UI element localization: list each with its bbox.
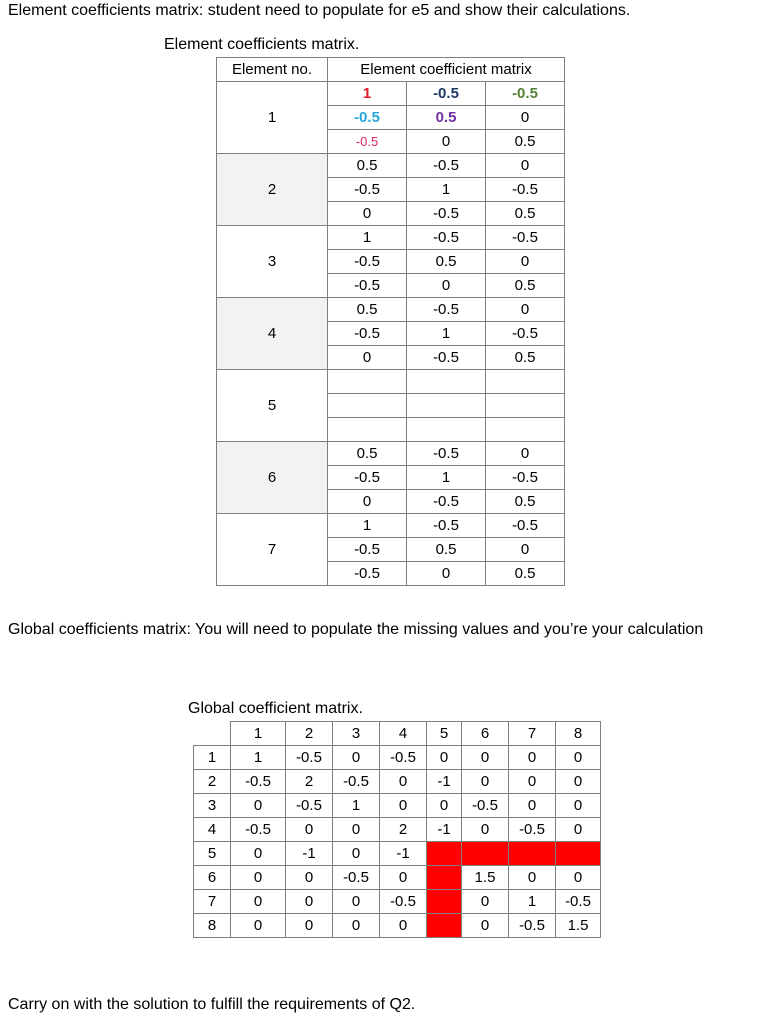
global-matrix-cell: 0 xyxy=(231,842,286,866)
element-matrix-blank-cell[interactable] xyxy=(486,370,565,394)
element-matrix-cell: 0 xyxy=(407,274,486,298)
global-matrix-cell: 1 xyxy=(231,746,286,770)
global-matrix-cell: -0.5 xyxy=(509,914,556,938)
global-matrix-cell: 0 xyxy=(462,746,509,770)
element-matrix-blank-cell[interactable] xyxy=(407,418,486,442)
element-matrix-cell: -0.5 xyxy=(328,178,407,202)
global-row-header: 2 xyxy=(194,770,231,794)
global-matrix-cell: 0 xyxy=(462,818,509,842)
element-matrix-cell: -0.5 xyxy=(328,250,407,274)
global-missing-cell[interactable] xyxy=(509,842,556,866)
global-matrix-cell: 0 xyxy=(462,770,509,794)
global-row-1 xyxy=(194,746,601,770)
global-matrix-caption: Global coefficient matrix. xyxy=(188,700,363,717)
global-col-header: 2 xyxy=(286,722,333,746)
global-matrix-cell: 0 xyxy=(380,866,427,890)
global-matrix-cell: 0 xyxy=(462,890,509,914)
global-matrix-cell: -0.5 xyxy=(231,770,286,794)
element-matrix-cell: 0 xyxy=(486,154,565,178)
element-matrix-cell: -0.5 xyxy=(328,274,407,298)
element-matrix-cell: 0.5 xyxy=(486,346,565,370)
global-matrix-cell: -1 xyxy=(427,770,462,794)
global-row-7 xyxy=(194,890,601,914)
global-matrix-cell: 0 xyxy=(509,866,556,890)
element-matrix-cell: -0.5 xyxy=(486,322,565,346)
element-matrix-cell: -0.5 xyxy=(328,130,407,154)
element-matrix-cell: 0.5 xyxy=(328,154,407,178)
global-row-header: 8 xyxy=(194,914,231,938)
global-missing-cell[interactable] xyxy=(462,842,509,866)
element-matrix-blank-cell[interactable] xyxy=(407,370,486,394)
global-row-4 xyxy=(194,818,601,842)
element-matrix-cell: 0 xyxy=(486,250,565,274)
element-matrix-cell: 1 xyxy=(328,226,407,250)
global-matrix-cell: 2 xyxy=(286,770,333,794)
element-matrix-cell: 0.5 xyxy=(486,202,565,226)
element-matrix-cell: 1 xyxy=(407,178,486,202)
element-matrix-cell: -0.5 xyxy=(407,82,486,106)
global-matrix-cell: -1 xyxy=(380,842,427,866)
element-matrix-cell: -0.5 xyxy=(328,466,407,490)
global-matrix-cell: 0 xyxy=(286,866,333,890)
element-matrix-cell: -0.5 xyxy=(486,514,565,538)
element-number: 4 xyxy=(217,298,328,370)
element-7-row-1 xyxy=(217,514,565,538)
element-matrix-cell: 0.5 xyxy=(407,250,486,274)
global-row-2 xyxy=(194,770,601,794)
global-matrix-cell: -0.5 xyxy=(286,746,333,770)
global-matrix-cell: -0.5 xyxy=(380,746,427,770)
element-number: 2 xyxy=(217,154,328,226)
global-matrix-cell: 0 xyxy=(556,746,601,770)
element-matrix-blank-cell[interactable] xyxy=(328,370,407,394)
header-element-no: Element no. xyxy=(217,58,328,82)
global-matrix-cell: 0 xyxy=(556,866,601,890)
global-matrix-cell: 0 xyxy=(231,794,286,818)
element-5-row-1 xyxy=(217,370,565,394)
element-matrix-cell: 0 xyxy=(328,490,407,514)
global-matrix-cell: 0 xyxy=(333,890,380,914)
global-matrix-cell: 0 xyxy=(286,818,333,842)
element-1-row-1 xyxy=(217,82,565,106)
element-matrix-cell: -0.5 xyxy=(407,154,486,178)
element-matrix-blank-cell[interactable] xyxy=(328,394,407,418)
global-corner-cell xyxy=(194,722,231,746)
global-missing-cell[interactable] xyxy=(427,842,462,866)
global-row-5 xyxy=(194,842,601,866)
element-matrix-cell: -0.5 xyxy=(328,562,407,586)
global-matrix-cell: 0 xyxy=(509,746,556,770)
global-row-header: 6 xyxy=(194,866,231,890)
global-col-header: 6 xyxy=(462,722,509,746)
global-matrix-cell: 0 xyxy=(286,914,333,938)
element-number: 7 xyxy=(217,514,328,586)
element-matrix-cell: 0 xyxy=(407,562,486,586)
element-matrix-cell: 1 xyxy=(328,514,407,538)
global-row-header: 3 xyxy=(194,794,231,818)
global-matrix-text: Global coefficients matrix: You will need to populate the missing values and you’re your calculation xyxy=(8,621,704,638)
global-matrix-cell: 0 xyxy=(380,794,427,818)
element-matrix-cell: -0.5 xyxy=(407,514,486,538)
global-matrix-cell: 1 xyxy=(333,794,380,818)
global-matrix-cell: -0.5 xyxy=(509,818,556,842)
element-matrix-cell: -0.5 xyxy=(486,82,565,106)
global-matrix-cell: -0.5 xyxy=(231,818,286,842)
global-matrix-cell: -0.5 xyxy=(333,866,380,890)
element-matrix-cell: -0.5 xyxy=(328,322,407,346)
element-matrix-cell: 1 xyxy=(407,322,486,346)
element-matrix-cell: -0.5 xyxy=(486,226,565,250)
element-2-row-1 xyxy=(217,154,565,178)
global-matrix-cell: 0 xyxy=(333,842,380,866)
element-matrix-cell: 1 xyxy=(407,466,486,490)
global-matrix-cell: -0.5 xyxy=(556,890,601,914)
element-matrix-cell: 0.5 xyxy=(486,274,565,298)
element-number: 5 xyxy=(217,370,328,442)
element-matrix-blank-cell[interactable] xyxy=(486,394,565,418)
global-matrix-cell: 1 xyxy=(509,890,556,914)
element-matrix-cell: -0.5 xyxy=(407,226,486,250)
element-matrix-cell: 0.5 xyxy=(328,442,407,466)
global-missing-cell[interactable] xyxy=(427,914,462,938)
global-col-header: 3 xyxy=(333,722,380,746)
element-matrix-cell: 1 xyxy=(328,82,407,106)
global-row-8 xyxy=(194,914,601,938)
global-matrix-cell: 1.5 xyxy=(462,866,509,890)
global-matrix-cell: 0 xyxy=(556,794,601,818)
element-matrix-cell: -0.5 xyxy=(407,298,486,322)
global-col-header: 8 xyxy=(556,722,601,746)
element-matrix-cell: -0.5 xyxy=(328,106,407,130)
element-3-row-1 xyxy=(217,226,565,250)
global-matrix-cell: 0 xyxy=(231,914,286,938)
element-matrix-cell: 0 xyxy=(486,538,565,562)
element-matrix-cell: -0.5 xyxy=(328,538,407,562)
element-matrix-caption: Element coefficients matrix. xyxy=(164,36,360,53)
global-row-header: 4 xyxy=(194,818,231,842)
element-matrix-blank-cell[interactable] xyxy=(407,394,486,418)
global-matrix-cell: -1 xyxy=(427,818,462,842)
element-matrix-cell: -0.5 xyxy=(407,442,486,466)
element-coefficients-table xyxy=(216,57,565,586)
global-matrix-cell: 0 xyxy=(462,914,509,938)
global-matrix-cell: 0 xyxy=(380,914,427,938)
element-6-row-1 xyxy=(217,442,565,466)
global-row-header: 5 xyxy=(194,842,231,866)
global-col-header: 1 xyxy=(231,722,286,746)
element-table-header xyxy=(217,58,565,82)
global-row-header: 1 xyxy=(194,746,231,770)
element-matrix-cell: 0 xyxy=(328,202,407,226)
global-matrix-cell: -0.5 xyxy=(380,890,427,914)
element-matrix-cell: -0.5 xyxy=(486,466,565,490)
element-matrix-cell: 0 xyxy=(328,346,407,370)
global-row-header: 7 xyxy=(194,890,231,914)
global-col-header: 5 xyxy=(427,722,462,746)
global-missing-cell[interactable] xyxy=(556,842,601,866)
global-coefficients-table xyxy=(193,721,601,938)
intro-text: Element coefficients matrix: student need to populate for e5 and show their calculations. xyxy=(8,2,631,19)
global-matrix-cell: 2 xyxy=(380,818,427,842)
global-matrix-cell: 0 xyxy=(427,794,462,818)
global-matrix-cell: 0 xyxy=(333,818,380,842)
global-col-header: 4 xyxy=(380,722,427,746)
element-matrix-cell: 0.5 xyxy=(486,562,565,586)
global-header-row xyxy=(194,722,601,746)
element-matrix-cell: -0.5 xyxy=(486,178,565,202)
element-matrix-blank-cell[interactable] xyxy=(328,418,407,442)
global-matrix-cell: 0 xyxy=(333,746,380,770)
global-col-header: 7 xyxy=(509,722,556,746)
footer-text: Carry on with the solution to fulfill the requirements of Q2. xyxy=(8,996,416,1013)
global-matrix-cell: 0 xyxy=(509,770,556,794)
header-element-matrix: Element coefficient matrix xyxy=(328,58,565,82)
element-matrix-cell: -0.5 xyxy=(407,490,486,514)
global-row-3 xyxy=(194,794,601,818)
element-matrix-cell: 0.5 xyxy=(486,130,565,154)
global-matrix-cell: 0 xyxy=(231,866,286,890)
element-matrix-cell: -0.5 xyxy=(407,346,486,370)
global-matrix-cell: 0 xyxy=(427,746,462,770)
global-matrix-cell: 0 xyxy=(556,818,601,842)
element-matrix-cell: 0 xyxy=(407,130,486,154)
global-matrix-cell: 0 xyxy=(231,890,286,914)
global-matrix-cell: 0 xyxy=(380,770,427,794)
element-matrix-cell: -0.5 xyxy=(407,202,486,226)
element-matrix-blank-cell[interactable] xyxy=(486,418,565,442)
element-matrix-cell: 0.5 xyxy=(407,106,486,130)
element-4-row-1 xyxy=(217,298,565,322)
global-matrix-cell: 0 xyxy=(286,890,333,914)
global-matrix-cell: -1 xyxy=(286,842,333,866)
global-missing-cell[interactable] xyxy=(427,866,462,890)
element-matrix-cell: 0.5 xyxy=(328,298,407,322)
global-missing-cell[interactable] xyxy=(427,890,462,914)
element-matrix-cell: 0.5 xyxy=(407,538,486,562)
global-matrix-cell: -0.5 xyxy=(333,770,380,794)
element-matrix-cell: 0 xyxy=(486,442,565,466)
global-matrix-cell: -0.5 xyxy=(286,794,333,818)
global-matrix-cell: 0 xyxy=(333,914,380,938)
global-matrix-cell: 1.5 xyxy=(556,914,601,938)
element-matrix-cell: 0 xyxy=(486,298,565,322)
global-matrix-cell: 0 xyxy=(556,770,601,794)
global-matrix-cell: 0 xyxy=(509,794,556,818)
element-matrix-cell: 0 xyxy=(486,106,565,130)
global-row-6 xyxy=(194,866,601,890)
element-number: 3 xyxy=(217,226,328,298)
global-matrix-cell: -0.5 xyxy=(462,794,509,818)
element-matrix-cell: 0.5 xyxy=(486,490,565,514)
element-number: 1 xyxy=(217,82,328,154)
element-number: 6 xyxy=(217,442,328,514)
